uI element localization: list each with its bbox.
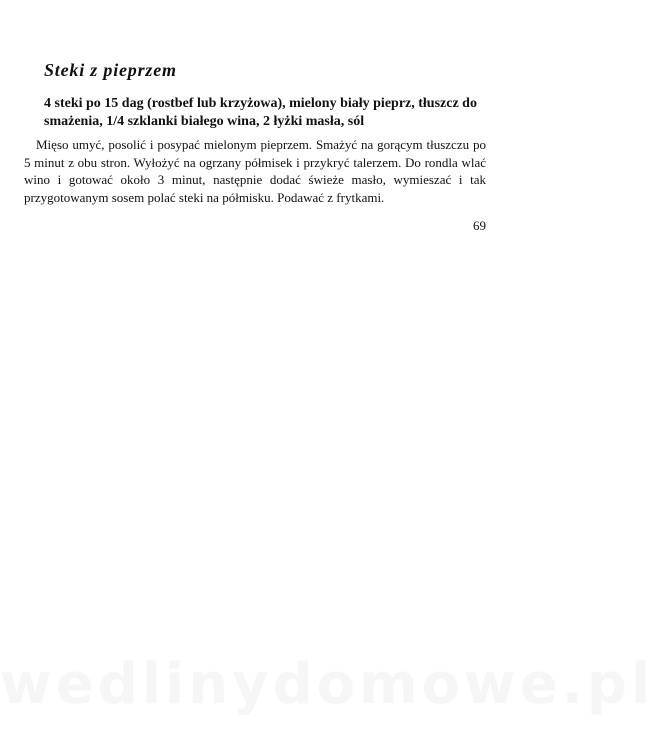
recipe-title: Steki z pieprzem	[44, 60, 177, 80]
page-number: 69	[473, 218, 486, 233]
recipe-ingredients: 4 steki po 15 dag (rostbef lub krzyżowa), mielony biały pieprz, tłuszcz do smażenia, 1/4 szklanki białego wina, 2 łyżki masła, sól	[44, 96, 477, 129]
watermark: wedlinydomowe.pl	[0, 652, 654, 717]
recipe-instructions: Mięso umyć, posolić i posypać mielonym pieprzem. Smażyć na gorącym tłuszczu po 5 minut z obu stron. Wyłożyć na ogrzany półmisek i przykryć talerzem. Do rondla wlać wino i gotować około 3 minut, następnie dodać świeże masło, wymieszać i tak przygotowanym sosem polać steki na półmisku. Podawać z frytkami.	[24, 137, 486, 205]
